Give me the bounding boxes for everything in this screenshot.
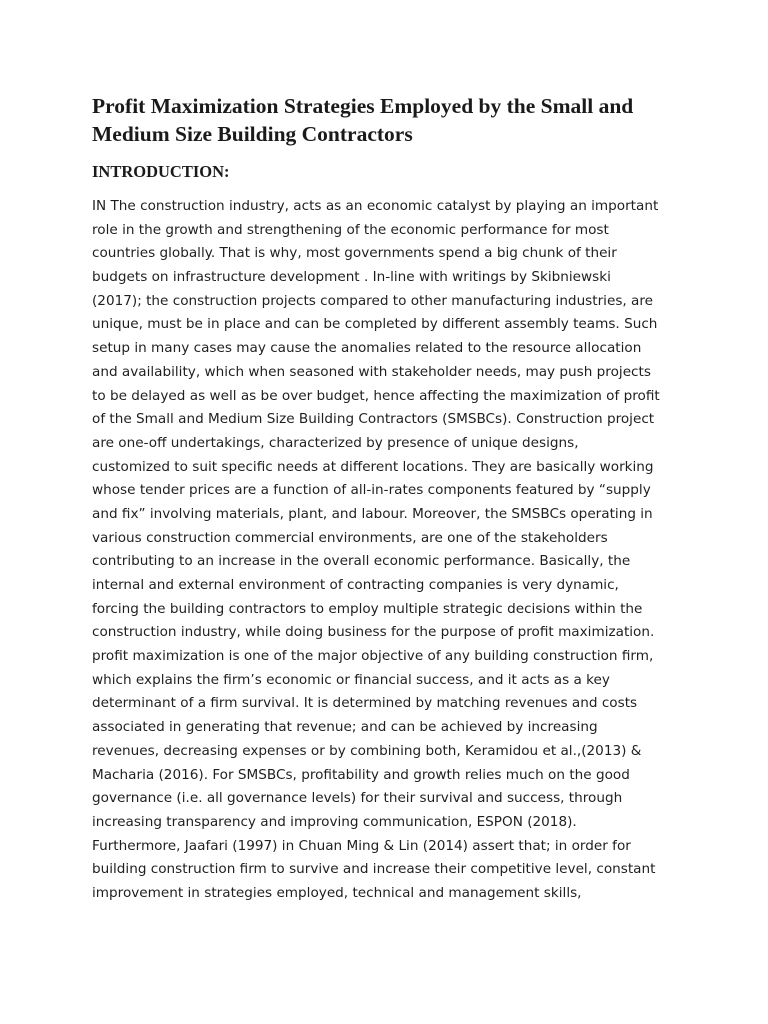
body-line: forcing the building contractors to employ multiple strategic decisions within the xyxy=(92,600,643,617)
body-line: IN The construction industry, acts as an economic catalyst by playing an important xyxy=(92,198,659,214)
body-line: and availability, which when seasoned with stakeholder needs, may push projects xyxy=(92,363,651,380)
body-line: budgets on infrastructure development . In-line with writings by Skibniewski xyxy=(92,269,611,286)
body-line: and fix” involving materials, plant, and labour. Moreover, the SMSBCs operating in xyxy=(92,505,653,522)
body-line: of the Small and Medium Size Building Contractors (SMSBCs). Construction project xyxy=(92,411,655,428)
body-line: Furthermore, Jaafari (1997) in Chuan Ming & Lin (2014) assert that; in order for xyxy=(92,837,631,854)
body-line: customized to suit specific needs at different locations. They are basically working xyxy=(92,458,654,475)
body-line: building construction firm to survive and increase their competitive level, constant xyxy=(92,861,656,878)
body-line: governance (i.e. all governance levels) for their survival and success, through xyxy=(92,790,623,807)
body-line: profit maximization is one of the major objective of any building construction firm, xyxy=(92,648,654,665)
document-title xyxy=(92,92,692,148)
body-line: are one-off undertakings, characterized by presence of unique designs, xyxy=(92,434,579,451)
body-line: various construction commercial environments, are one of the stakeholders xyxy=(92,529,608,546)
body-line: determinant of a firm survival. It is determined by matching revenues and costs xyxy=(92,695,638,712)
body-line: role in the growth and strengthening of the economic performance for most xyxy=(92,221,609,238)
body-line: associated in generating that revenue; and can be achieved by increasing xyxy=(92,719,598,736)
body-paragraph xyxy=(92,195,692,906)
body-line: construction industry, while doing business for the purpose of profit maximization. xyxy=(92,624,655,641)
title-line-1: Profit Maximization Strategies Employed by the Small and xyxy=(92,94,634,118)
body-line: setup in many cases may cause the anomalies related to the resource allocation xyxy=(92,340,642,357)
body-line: improvement in strategies employed, technical and management skills, xyxy=(92,884,582,901)
body-line: to be delayed as well as be over budget, hence affecting the maximization of profit xyxy=(92,387,660,404)
body-line: which explains the firm’s economic or financial success, and it acts as a key xyxy=(92,671,610,688)
body-line: internal and external environment of contracting companies is very dynamic, xyxy=(92,577,619,593)
body-line: revenues, decreasing expenses or by combining both, Keramidou et al.,(2013) & xyxy=(92,742,642,759)
body-line: (2017); the construction projects compared to other manufacturing industries, are xyxy=(92,292,654,309)
body-line: countries globally. That is why, most governments spend a big chunk of their xyxy=(92,245,617,262)
body-line: Macharia (2016). For SMSBCs, profitability and growth relies much on the good xyxy=(92,766,630,783)
section-heading: INTRODUCTION: xyxy=(92,162,230,181)
body-line: unique, must be in place and can be completed by different assembly teams. Such xyxy=(92,316,658,333)
title-line-2: Medium Size Building Contractors xyxy=(92,122,413,146)
body-line: increasing transparency and improving communication, ESPON (2018). xyxy=(92,813,577,830)
body-line: contributing to an increase in the overall economic performance. Basically, the xyxy=(92,553,631,570)
body-line: whose tender prices are a function of all-in-rates components featured by “supply xyxy=(92,482,651,499)
